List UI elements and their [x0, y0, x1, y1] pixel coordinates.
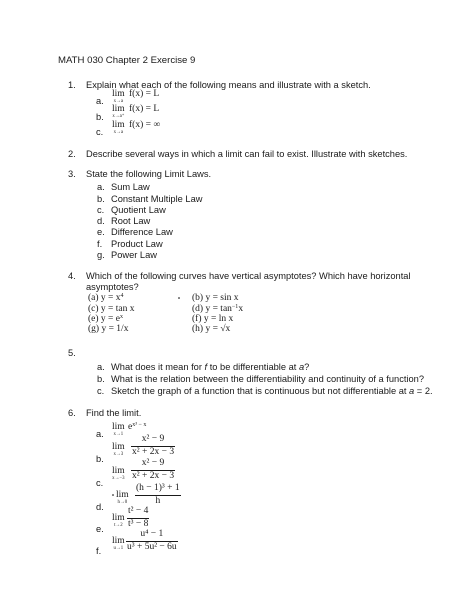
q4-option-h: (h) y = √x	[192, 324, 231, 334]
q6-item-e-fraction	[127, 507, 149, 529]
q1-item-b-limit	[112, 105, 125, 119]
q5-item-a-text: What does it mean for f to be differentiable at a?	[111, 362, 310, 372]
q3-item-f-letter: f.	[97, 239, 103, 249]
q4-text-line-2: asymptotes?	[86, 282, 139, 292]
lim-word: lim	[112, 513, 125, 523]
q6-item-c-fraction	[131, 459, 175, 481]
q6-item-d-letter: d.	[96, 502, 104, 512]
q5-item-b-text: What is the relation between the differentiability and continuity of a function?	[111, 374, 425, 384]
lim-word: lim	[112, 466, 125, 476]
q6-number: 6.	[68, 408, 76, 418]
lim-sub: x→−3	[112, 475, 125, 481]
q2-text: Describe several ways in which a limit can fail to exist. Illustrate with sketches.	[86, 149, 408, 159]
q4-option-f: (f) y = ln x	[192, 314, 234, 324]
q4-option-d: (d) $y = \tan^{-1}x$	[192, 304, 244, 314]
denominator: u³ + 5u² − 6u	[127, 541, 177, 552]
q3-number: 3.	[68, 169, 76, 179]
q3-item-d-letter: d.	[97, 216, 105, 226]
numerator: t² − 4	[128, 506, 149, 516]
q6-item-f-limit	[112, 537, 125, 551]
q4-number: 4.	[68, 271, 76, 281]
q3-item-a-letter: a.	[97, 182, 105, 192]
q3-item-c-letter: c.	[97, 205, 105, 215]
lim-word: lim	[116, 490, 129, 500]
lim-sub: x→a⁺	[112, 113, 125, 119]
q6-item-b-limit	[112, 443, 125, 457]
q6-item-a-expr: $e^{x^3 - x}$	[128, 422, 147, 432]
q3-item-f-text: Product Law	[111, 239, 163, 249]
q4-option-a: (a) $y = x^4$	[88, 293, 124, 303]
q1-text: Explain what each of the following means and illustrate with a sketch.	[86, 80, 371, 90]
q4-text-line-1: Which of the following curves have vertical asymptotes? Which have horizontal	[86, 271, 411, 281]
q5-item-b-letter: b.	[97, 374, 105, 384]
q1-item-a-expr: f(x) = L	[129, 89, 160, 99]
lim-word: lim	[112, 536, 125, 546]
q6-item-b-fraction	[131, 435, 175, 457]
stray-mark	[112, 494, 114, 496]
q6-item-e-letter: e.	[96, 524, 104, 534]
q1-number: 1.	[68, 80, 76, 90]
q4-option-b: (b) y = sin x	[192, 293, 239, 303]
q1-item-c-limit	[112, 121, 125, 135]
q3-item-d-text: Root Law	[111, 216, 151, 226]
q6-item-e-limit	[112, 514, 125, 528]
numerator: x² − 9	[141, 434, 165, 444]
stray-mark	[178, 297, 180, 299]
lim-sub: x→a	[113, 98, 123, 104]
q6-text: Find the limit.	[86, 408, 142, 418]
q2-number: 2.	[68, 149, 76, 159]
q3-item-g-letter: g.	[97, 250, 105, 260]
q1-item-b-letter: b.	[96, 112, 104, 122]
q5-item-a-letter: a.	[97, 362, 105, 372]
denominator: h	[135, 495, 181, 507]
lim-sub: u→1	[113, 545, 124, 551]
q1-item-a-limit	[112, 90, 125, 104]
q4-option-g: (g) y = 1/x	[88, 324, 129, 334]
q6-item-a-letter: a.	[96, 429, 104, 439]
denominator: x² + 2x − 3	[132, 446, 175, 457]
q6-item-a-limit	[112, 423, 125, 437]
lim-word: lim	[112, 89, 125, 99]
q1-item-c-expr: f(x) = ∞	[129, 120, 161, 130]
q1-item-b-expr: f(x) = L	[129, 104, 160, 114]
denominator: t³ − 8	[128, 518, 149, 529]
numerator: u⁴ − 1	[140, 529, 164, 539]
q6-item-b-letter: b.	[96, 454, 104, 464]
q3-item-a-text: Sum Law	[111, 182, 150, 192]
numerator: x² − 9	[141, 458, 165, 468]
q5-item-c-text: Sketch the graph of a function that is continuous but not differentiable at a = 2.	[111, 386, 433, 396]
lim-sub: x→a	[113, 129, 123, 135]
q4-option-c: (c) y = tan x	[88, 304, 135, 314]
q4-option-e: (e) $y = e^x$	[88, 314, 123, 324]
q5-number: 5.	[68, 348, 76, 358]
lim-sub: t→2	[114, 522, 123, 528]
q6-item-f-letter: f.	[96, 546, 102, 556]
q6-item-c-letter: c.	[96, 478, 104, 488]
q6-item-f-fraction	[126, 530, 178, 552]
q6-item-c-limit	[112, 467, 125, 481]
q3-item-b-text: Constant Multiple Law	[111, 194, 203, 204]
lim-sub: h→0	[117, 499, 128, 505]
q3-item-e-text: Difference Law	[111, 227, 173, 237]
lim-word: lim	[112, 120, 125, 130]
q3-text: State the following Limit Laws.	[86, 169, 212, 179]
q3-item-e-letter: e.	[97, 227, 105, 237]
q1-item-a-letter: a.	[96, 96, 104, 106]
lim-sub: x→1	[113, 431, 124, 437]
q1-item-c-letter: c.	[96, 127, 104, 137]
q5-item-c-letter: c.	[97, 386, 105, 396]
lim-word: lim	[112, 422, 125, 432]
page-title: MATH 030 Chapter 2 Exercise 9	[58, 55, 196, 66]
numerator: (h − 1)³ + 1	[136, 483, 180, 493]
lim-word: lim	[112, 104, 125, 114]
lim-word: lim	[112, 442, 125, 452]
q3-item-c-text: Quotient Law	[111, 205, 166, 215]
q3-item-g-text: Power Law	[111, 250, 157, 260]
q6-item-d-fraction	[135, 484, 181, 506]
denominator: x² + 2x − 3	[132, 470, 175, 481]
q6-item-d-limit	[116, 491, 129, 505]
lim-sub: x→3	[113, 451, 124, 457]
q3-item-b-letter: b.	[97, 194, 105, 204]
